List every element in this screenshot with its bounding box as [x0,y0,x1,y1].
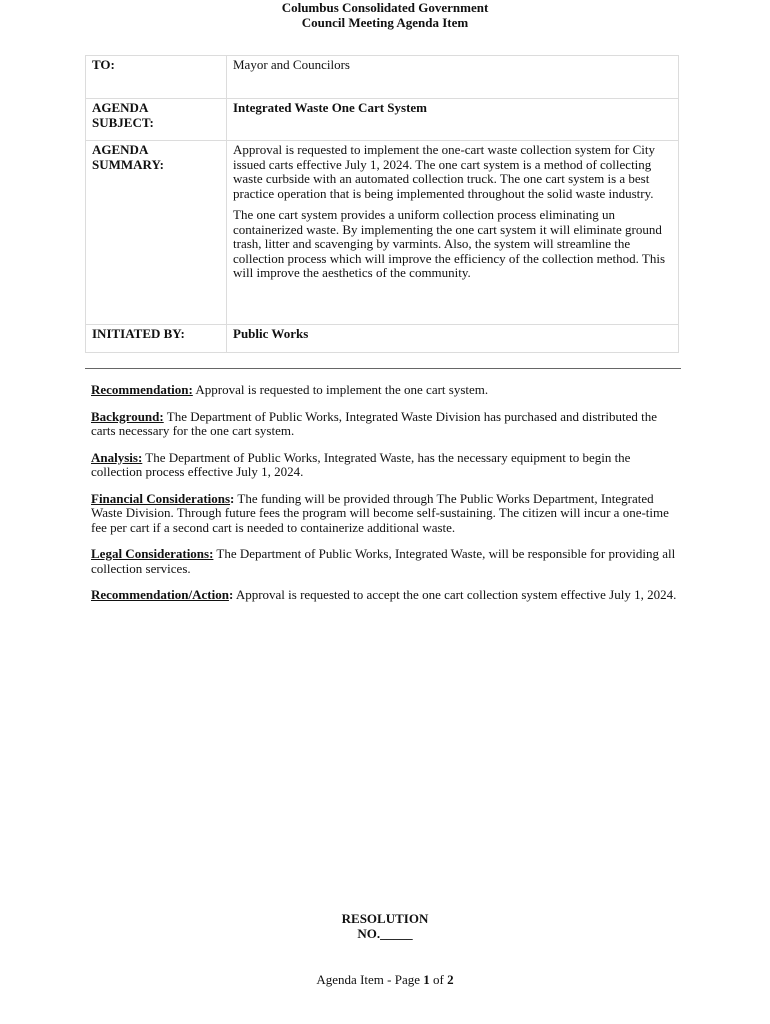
section-heading-colon: : [230,490,235,506]
summary-value [227,141,679,325]
summary-label-line1: AGENDA [92,142,149,157]
document-header [0,0,770,30]
section-heading: Recommendation: [91,382,193,397]
section-text: Approval is requested to accept the one cart collection system effective July 1, 2024. [233,587,677,602]
subject-label-line1: AGENDA [92,100,149,115]
section-heading: Financial Considerations [91,490,231,506]
footer-page-number: 1 [423,972,430,987]
section-text: The Department of Public Works, Integrated Waste, has the necessary equipment to begin the collection process effective July 1, 2024. [91,449,631,479]
section-text: The Department of Public Works, Integrated Waste, will be responsible for providing all collection services. [91,546,676,576]
initiated-by-label: INITIATED BY: [86,325,227,353]
summary-paragraph-2: The one cart system provides a uniform collection process eliminating un containerized waste. By implementing the one cart system it will eliminate ground trash, litter and scavenging by varmints. Also, the system will streamline the collection process which will improve the efficiency of the collection method. This will improve the aesthetics of the community. [233,207,666,280]
section-heading: Background: [91,408,164,424]
agenda-item-table [85,55,679,353]
footer-prefix: Agenda Item - Page [316,972,424,987]
table-row-initiated-by [86,325,679,353]
section-heading: Recommendation/Action [91,587,229,602]
table-row-subject [86,99,679,141]
summary-label [86,141,227,325]
section-heading-colon: : [228,587,234,602]
initiated-by-value: Public Works [227,325,679,353]
resolution-block [0,911,770,941]
subject-label-line2: SUBJECT: [92,114,154,130]
resolution-label: RESOLUTION [341,911,429,926]
recommendation-paragraph [91,383,681,398]
agenda-body [91,383,681,615]
table-row-summary [86,141,679,325]
section-text: The funding will be provided through The Public Works Department, Integrated Waste Division. Through future fees the program will become self-sustaining. The citizen will incur a one-time fee per cart if a second cart is needed to containerize additional waste. [91,490,669,535]
to-value: Mayor and Councilors [227,56,679,99]
footer-page-total: 2 [447,972,454,987]
summary-label-line2: SUMMARY: [92,156,165,172]
footer-middle: of [429,972,448,987]
resolution-number: NO._____ [357,926,413,941]
background-paragraph [91,410,681,439]
table-row-to [86,56,679,99]
subject-value: Integrated Waste One Cart System [227,99,679,141]
section-text: The Department of Public Works, Integrated Waste Division has purchased and distributed the carts necessary for the one cart system. [91,408,657,438]
section-divider [85,368,681,369]
legal-considerations-paragraph [91,547,681,576]
header-organization: Columbus Consolidated Government [281,0,489,15]
financial-considerations-paragraph [91,492,681,536]
page-footer [0,972,770,988]
subject-label [86,99,227,141]
section-text: Approval is requested to implement the one cart system. [192,382,489,397]
header-document-type: Council Meeting Agenda Item [301,15,469,30]
analysis-paragraph [91,451,681,480]
section-heading: Analysis: [91,449,143,465]
section-heading: Legal Considerations: [91,546,214,561]
summary-paragraph-1: Approval is requested to implement the one-cart waste collection system for City issued carts effective July 1, 2024. The one cart system is a method of collecting waste curbside with an automated collection truck. The one cart system is a best practice operation that is being implemented throughout the solid waste industry. [233,142,656,201]
to-label: TO: [86,56,227,99]
recommendation-action-paragraph [91,588,681,603]
